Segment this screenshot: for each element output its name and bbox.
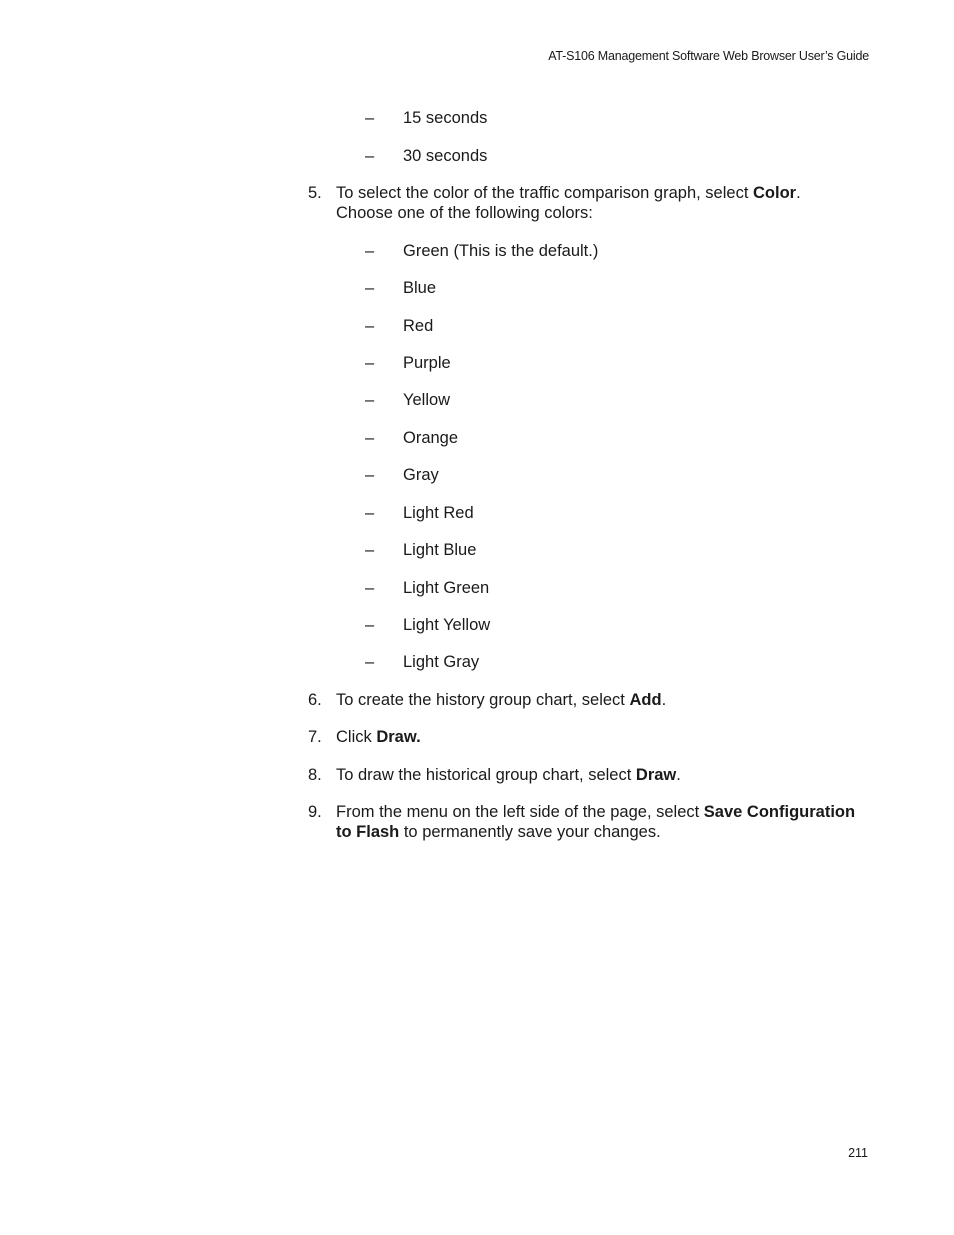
list-dash: –	[365, 504, 375, 522]
step-6-text: To create the history group chart, select Add.	[336, 691, 667, 709]
step-5-text: To select the color of the traffic comparison graph, select Color.	[336, 184, 801, 202]
list-dash: –	[365, 354, 375, 372]
color-option: Gray	[403, 466, 439, 484]
running-header: AT-S106 Management Software Web Browser User’s Guide	[548, 49, 869, 63]
step-5-number: 5.	[308, 184, 322, 202]
ui-term-add: Add	[629, 691, 662, 709]
list-dash: –	[365, 242, 375, 260]
step-9-line-2: to Flash to permanently save your changes.	[336, 823, 661, 841]
refresh-option-15: 15 seconds	[403, 109, 488, 127]
step-8-text: To draw the historical group chart, select Draw.	[336, 766, 681, 784]
step-9-number: 9.	[308, 803, 322, 821]
color-option: Red	[403, 317, 434, 335]
refresh-option-30: 30 seconds	[403, 147, 488, 165]
ui-term-save-configuration: Save Configuration	[703, 803, 856, 821]
color-option: Yellow	[403, 391, 451, 409]
page-number: 211	[848, 1146, 868, 1160]
color-option: Light Blue	[403, 541, 477, 559]
list-dash: –	[365, 429, 375, 447]
step-5-line-2: Choose one of the following colors:	[336, 204, 593, 222]
step-6-number: 6.	[308, 691, 322, 709]
list-dash: –	[365, 466, 375, 484]
list-dash: –	[365, 317, 375, 335]
color-option: Blue	[403, 279, 437, 297]
list-dash: –	[365, 616, 375, 634]
step-9-text: From the menu on the left side of the page, select Save Configuration	[336, 803, 856, 821]
list-dash: –	[365, 109, 375, 127]
ui-term-draw: Draw.	[376, 728, 421, 746]
ui-term-draw: Draw	[635, 766, 677, 784]
color-option: Purple	[403, 354, 451, 372]
color-option: Green (This is the default.)	[403, 242, 599, 260]
list-dash: –	[365, 653, 375, 671]
ui-term-to-flash: to Flash	[336, 823, 400, 841]
color-option: Orange	[403, 429, 459, 447]
ui-term-color: Color	[753, 184, 797, 202]
color-option: Light Yellow	[403, 616, 491, 634]
list-dash: –	[365, 579, 375, 597]
step-8-number: 8.	[308, 766, 322, 784]
color-option: Light Red	[403, 504, 474, 522]
list-dash: –	[365, 147, 375, 165]
color-option: Light Gray	[403, 653, 480, 671]
color-option: Light Green	[403, 579, 490, 597]
step-7-number: 7.	[308, 728, 322, 746]
list-dash: –	[365, 541, 375, 559]
list-dash: –	[365, 391, 375, 409]
list-dash: –	[365, 279, 375, 297]
step-7-text: Click Draw.	[336, 728, 421, 746]
